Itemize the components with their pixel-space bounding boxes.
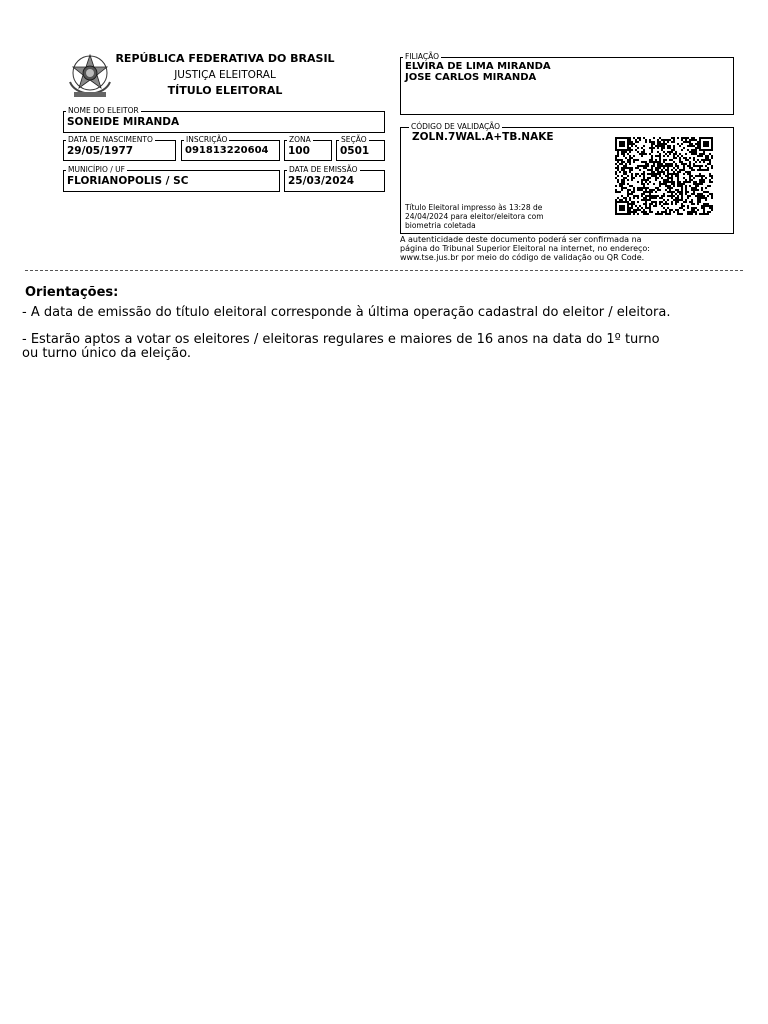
section-value: 0501 [340,145,370,157]
zone-field [284,135,332,161]
parents-label: FILIAÇÃO [405,52,440,61]
issue-date-label: DATA DE EMISSÃO [289,165,358,174]
registration-value: 091813220604 [185,145,269,156]
voter-name-label: NOME DO ELEITOR [68,106,139,115]
section-field [336,135,385,161]
printed-info-line-3: biometria coletada [405,221,476,230]
authenticity-line-1: A autenticidade deste documento poderá ser confirmada na [400,235,642,244]
validation-code: ZOLN.7WAL.A+TB.NAKE [412,131,554,143]
guideline-item-2-line-1: - Estarão aptos a votar os eleitores / eleitoras regulares e maiores de 16 anos na data do 1º turno [22,332,660,347]
guidelines-title: Orientações: [25,285,119,300]
institution-heading: JUSTIÇA ELEITORAL [174,69,276,81]
registration-field [181,135,280,161]
registration-label: INSCRIÇÃO [186,135,228,144]
printed-info-line-2: 24/04/2024 para eleitor/eleitora com [405,212,544,221]
issue-date-field [284,165,385,192]
section-label: SEÇÃO [341,135,367,144]
voter-name-value: SONEIDE MIRANDA [67,116,180,128]
guideline-item-1: - A data de emissão do título eleitoral corresponde à última operação cadastral do eleitor / eleitora. [22,305,671,320]
printed-info-line-1: Título Eleitoral impresso às 13:28 de [405,203,543,212]
zone-label: ZONA [289,135,311,144]
voter-name-field [63,106,385,133]
zone-value: 100 [288,145,310,157]
birth-date-label: DATA DE NASCIMENTO [68,135,153,144]
qr-code-icon[interactable] [615,137,713,215]
parents-field [400,52,734,115]
mother-name: ELVIRA DE LIMA MIRANDA [405,61,551,72]
city-field [63,165,280,192]
document-title: TÍTULO ELEITORAL [167,84,283,97]
country-heading: REPÚBLICA FEDERATIVA DO BRASIL [115,52,335,65]
father-name: JOSE CARLOS MIRANDA [405,72,537,83]
cut-line-divider [25,270,743,271]
city-value: FLORIANOPOLIS / SC [67,175,189,187]
issue-date-value: 25/03/2024 [288,175,355,187]
authenticity-line-2: página do Tribunal Superior Eleitoral na internet, no endereço: [400,244,650,253]
authenticity-line-3: www.tse.jus.br por meio do código de validação ou QR Code. [400,253,645,262]
birth-date-field [63,135,176,161]
city-label: MUNICÍPIO / UF [68,165,125,174]
birth-date-value: 29/05/1977 [67,145,134,157]
validation-label: CÓDIGO DE VALIDAÇÃO [411,122,501,131]
guideline-item-2-line-2: ou turno único da eleição. [22,346,191,361]
